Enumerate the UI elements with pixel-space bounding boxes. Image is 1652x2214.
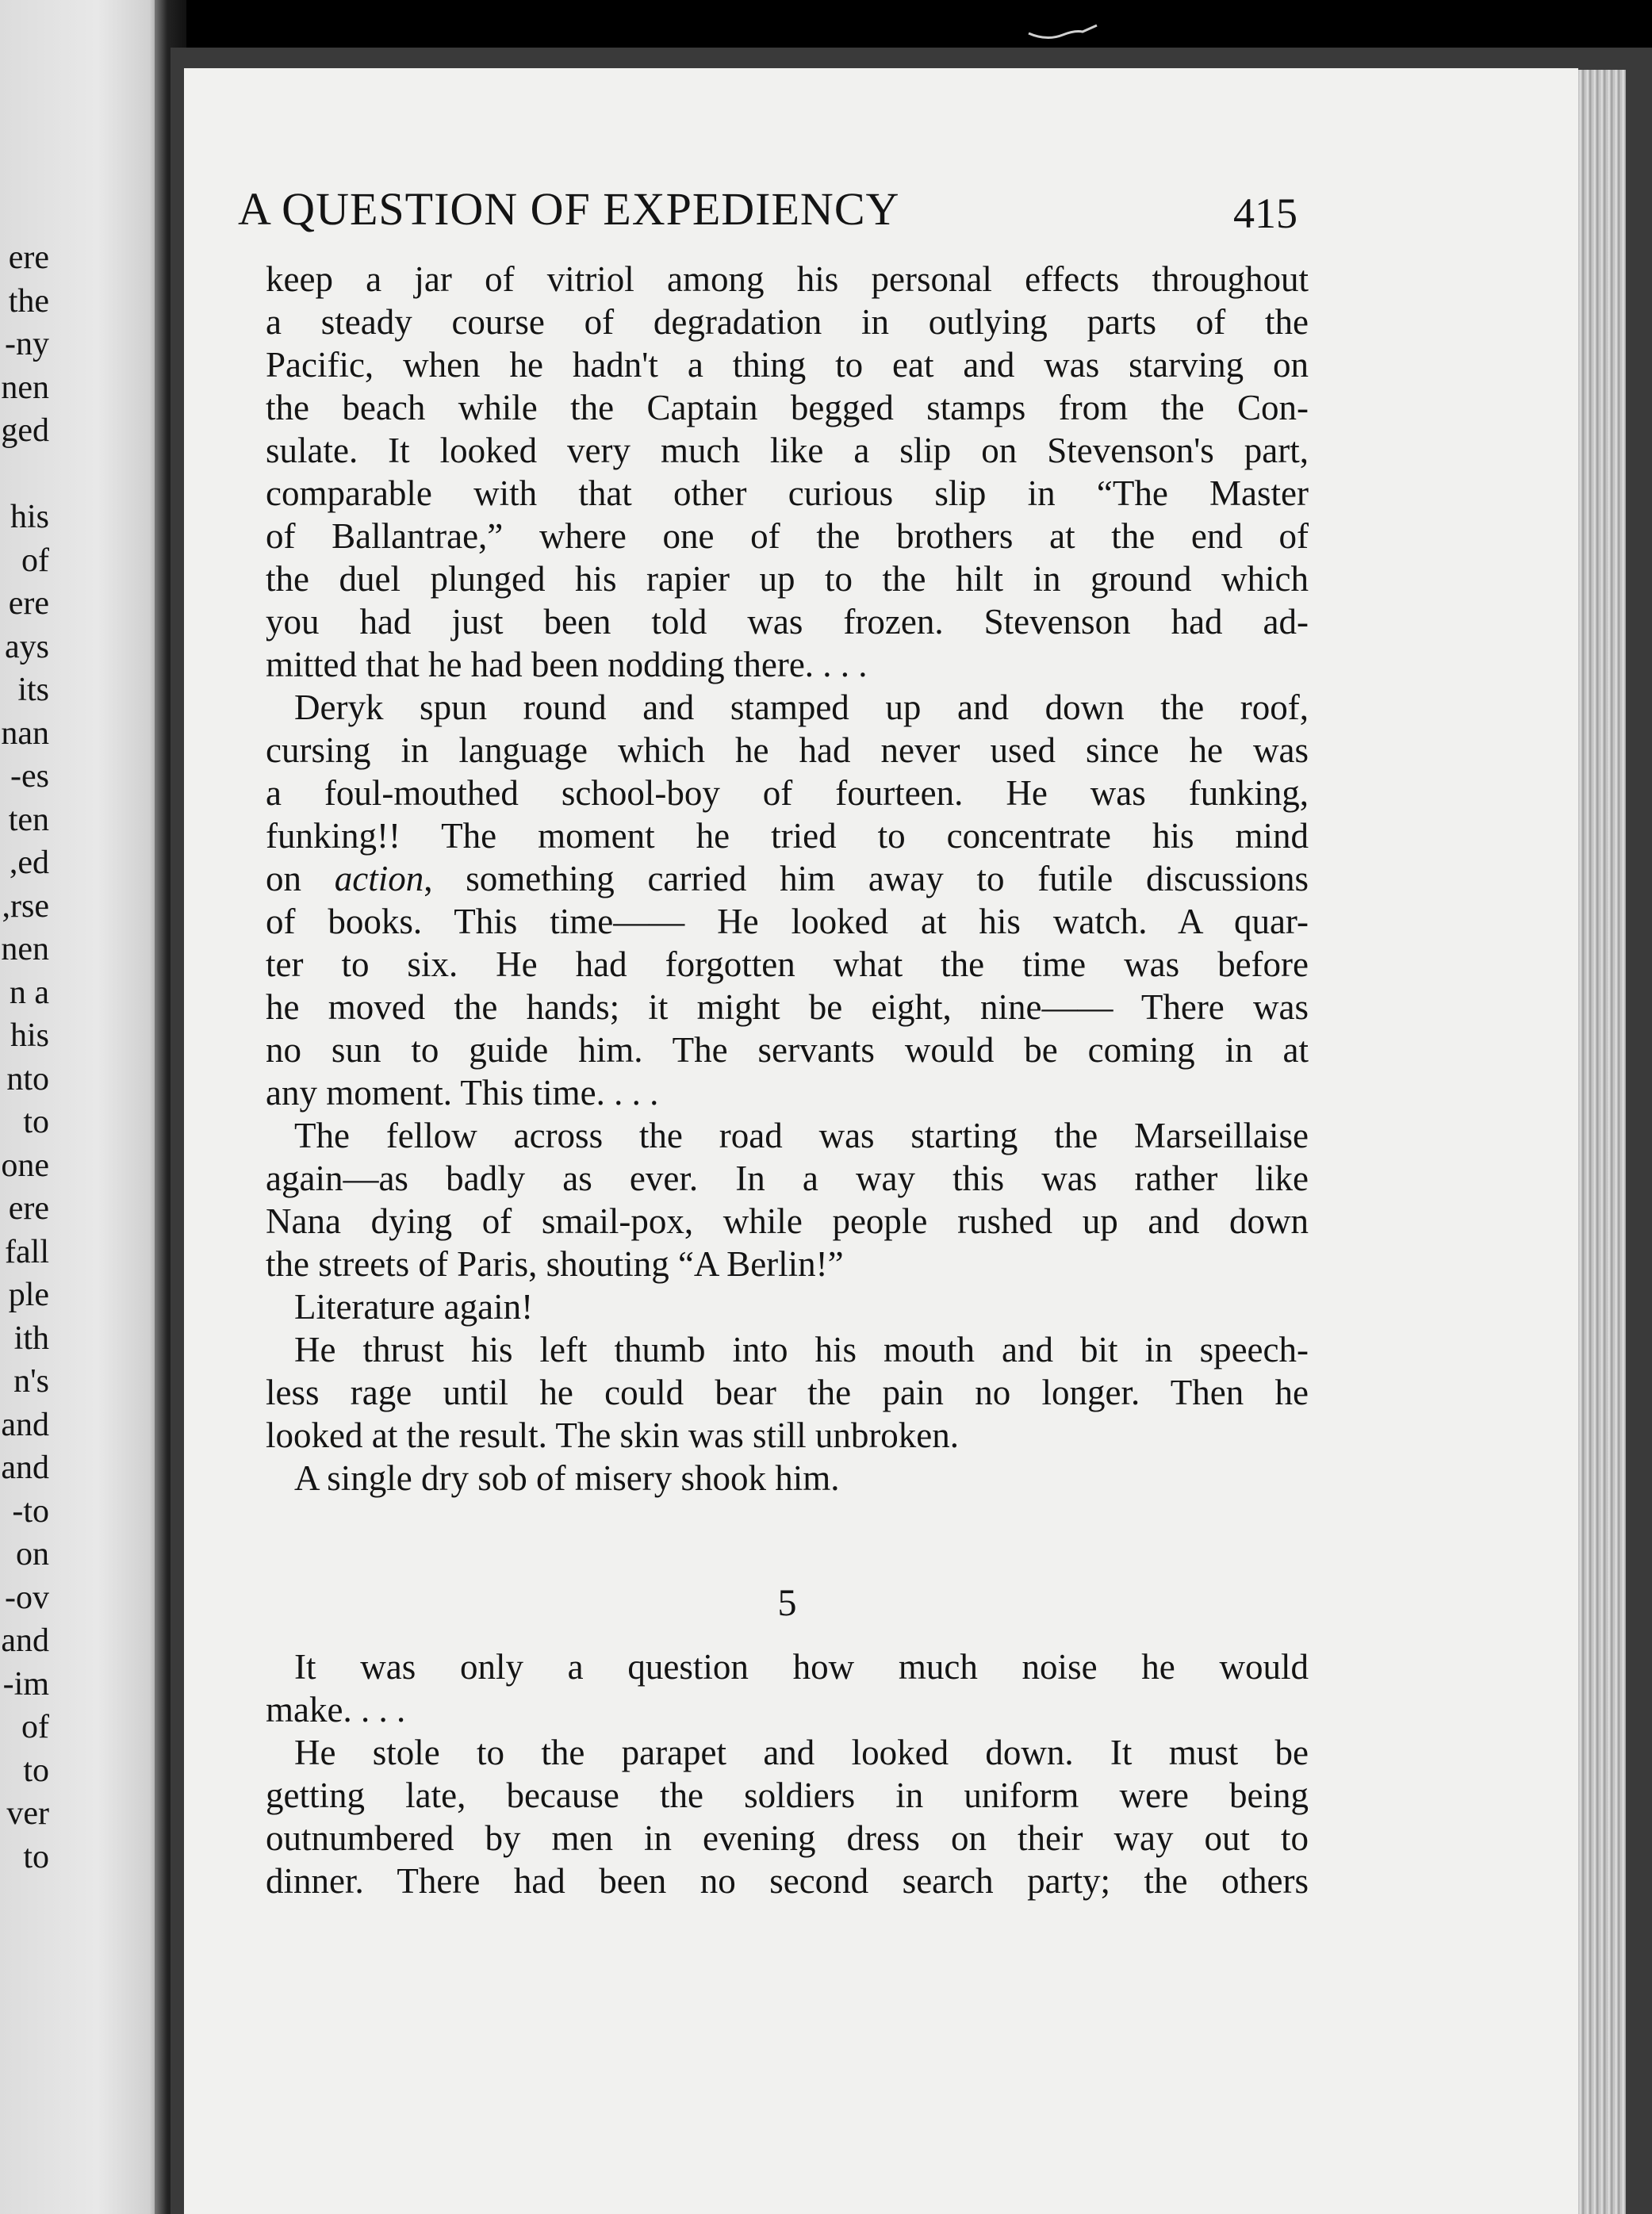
- previous-page-fragment: im-: [2, 1665, 49, 1703]
- text-line: of Ballantrae,” where one of the brothers at the end of: [266, 516, 1309, 556]
- text-line: any moment. This time. . . .: [266, 1073, 659, 1113]
- body-text-part-1: [266, 258, 1309, 1500]
- previous-page-fragment: and: [1, 1406, 49, 1443]
- previous-page-edge: [0, 0, 163, 2214]
- previous-page-fragment: the: [8, 282, 49, 320]
- text-line: on action, something carried him away to futile discussions: [266, 859, 1309, 898]
- previous-page-fragment: to: [23, 1104, 49, 1140]
- previous-page-fragment: n a: [9, 974, 49, 1011]
- previous-page-fragment: on: [16, 1536, 49, 1572]
- previous-page-fragment: ple: [8, 1277, 49, 1313]
- previous-page-fragment: rse,: [2, 887, 49, 925]
- text-line: make. . . .: [266, 1690, 406, 1729]
- text-line: cursing in language which he had never used since he was: [266, 730, 1309, 770]
- previous-page-fragment: to: [23, 1838, 49, 1875]
- previous-page-fragment: ver: [6, 1795, 49, 1832]
- text-line: again—as badly as ever. In a way this was rather like: [266, 1159, 1309, 1198]
- previous-page-fragment: of: [21, 1709, 49, 1745]
- page-body: [266, 258, 1309, 1901]
- previous-page-fragment: ere: [8, 239, 49, 276]
- text-line: keep a jar of vitriol among his personal effects throughout: [266, 259, 1309, 299]
- text-line: It was only a question how much noise he would: [294, 1647, 1309, 1687]
- text-line: Pacific, when he hadn't a thing to eat and was starving on: [266, 345, 1309, 385]
- text-line: looked at the result. The skin was still unbroken.: [266, 1415, 960, 1455]
- previous-page-fragment: ten: [8, 801, 49, 838]
- text-line: the streets of Paris, shouting “A Berlin!”: [266, 1244, 844, 1284]
- previous-page-fragment: and: [1, 1622, 49, 1659]
- tear-mark: [1027, 24, 1098, 48]
- text-line: getting late, because the soldiers in uniform were being: [266, 1775, 1309, 1815]
- body-text-part-2: [266, 1645, 1309, 1902]
- text-line: you had just been told was frozen. Stevenson had ad-: [266, 602, 1309, 642]
- previous-page-fragment: ny-: [5, 326, 49, 362]
- text-line: no sun to guide him. The servants would be coming in at: [266, 1030, 1309, 1070]
- page-number: 415: [1233, 190, 1297, 237]
- previous-page-fragment: his: [10, 1017, 49, 1054]
- text-line: Literature again!: [294, 1287, 534, 1327]
- text-line: Nana dying of smail-pox, while people rushed up and down: [266, 1201, 1309, 1241]
- previous-page-fragment: to: [23, 1752, 49, 1789]
- previous-page-fragment: ays: [5, 628, 49, 665]
- previous-page-fragment: ov-: [5, 1579, 49, 1616]
- text-line: outnumbered by men in evening dress on their way out to: [266, 1818, 1309, 1858]
- text-line: the duel plunged his rapier up to the hilt in ground which: [266, 559, 1309, 599]
- text-line: funking!! The moment he tried to concentrate his mind: [266, 816, 1309, 856]
- previous-page-fragment: to-: [12, 1492, 49, 1530]
- previous-page-fragment: nan: [1, 714, 49, 752]
- previous-page-fragment: ed,: [9, 845, 49, 881]
- section-number: 5: [777, 1582, 797, 1624]
- text-line: He thrust his left thumb into his mouth and bit in speech-: [294, 1330, 1309, 1369]
- text-line: The fellow across the road was starting the Marseillaise: [294, 1116, 1309, 1155]
- previous-page-fragment: ere: [8, 585, 49, 622]
- text-line: a foul-mouthed school-boy of fourteen. He was funking,: [266, 773, 1309, 813]
- text-line: less rage until he could bear the pain no longer. Then he: [266, 1373, 1309, 1412]
- previous-page-fragment: n's: [13, 1363, 49, 1400]
- text-line: He stole to the parapet and looked down. It must be: [294, 1733, 1309, 1772]
- text-line: mitted that he had been nodding there. . . .: [266, 645, 868, 684]
- previous-page-fragment: its: [17, 672, 49, 708]
- text-line: a steady course of degradation in outlying parts of the: [266, 302, 1309, 342]
- text-line: ter to six. He had forgotten what the time was before: [266, 944, 1309, 984]
- previous-page-fragment: nto: [6, 1060, 49, 1097]
- text-line: Deryk spun round and stamped up and down the roof,: [294, 688, 1309, 727]
- previous-page-fragment: nen: [1, 931, 49, 967]
- previous-page-fragment: nen: [1, 369, 49, 406]
- text-line: sulate. It looked very much like a slip on Stevenson's part,: [266, 431, 1309, 470]
- previous-page-fragment: ere: [8, 1190, 49, 1227]
- running-title: A QUESTION OF EXPEDIENCY: [238, 183, 900, 235]
- text-line: the beach while the Captain begged stamps from the Con-: [266, 388, 1309, 427]
- text-line: A single dry sob of misery shook him.: [294, 1458, 840, 1498]
- text-line: of books. This time—— He looked at his watch. A quar-: [266, 902, 1309, 941]
- text-line: dinner. There had been no second search party; the others: [266, 1861, 1309, 1901]
- page-edges-stack: [1578, 70, 1626, 2214]
- previous-page-fragment: of: [21, 542, 49, 579]
- text-line: he moved the hands; it might be eight, nine—— There was: [266, 987, 1309, 1027]
- previous-page-fragment: es-: [10, 758, 49, 795]
- previous-page-fragment: one: [1, 1147, 49, 1184]
- previous-page-fragment: fall: [5, 1233, 49, 1270]
- text-line: comparable with that other curious slip in “The Master: [266, 473, 1309, 513]
- previous-page-fragment: ged: [1, 412, 49, 449]
- previous-page-fragment: and: [1, 1450, 49, 1486]
- previous-page-fragment: ith: [13, 1320, 49, 1357]
- previous-page-fragment: his: [10, 499, 49, 535]
- page-header: [238, 117, 1317, 237]
